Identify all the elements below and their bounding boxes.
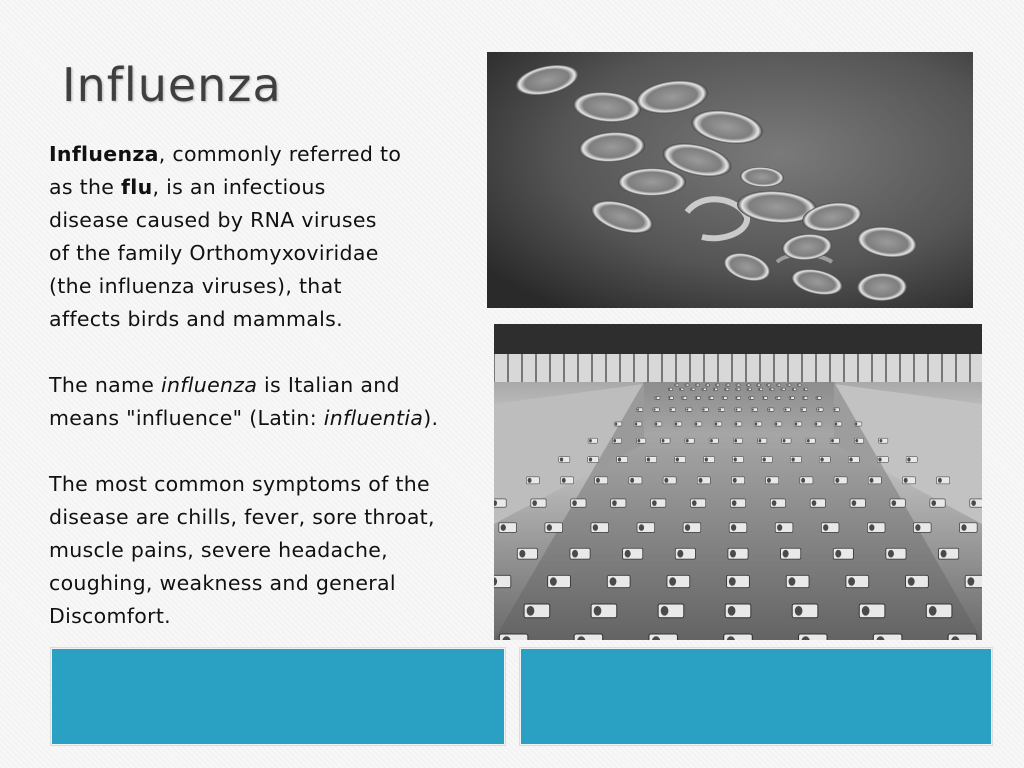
bold-term: Influenza [49,142,159,166]
paragraph-gap [49,435,469,468]
text-span: disease caused by RNA viruses [49,208,377,232]
virus-micrograph-image [487,52,973,308]
hospital-ward-photo-image [494,324,982,640]
text-span: The name [49,373,161,397]
text-span: muscle pains, severe headache, [49,538,388,562]
text-line [49,204,469,237]
paragraph-gap [49,336,469,369]
blue-panel-left [51,648,505,745]
text-line [49,468,469,501]
text-span: , commonly referred to [158,142,402,166]
text-line [49,270,469,303]
virus-particle [618,168,686,196]
text-span: affects birds and mammals. [49,307,343,331]
text-line [49,501,469,534]
slide-title: Influenza [62,58,282,112]
text-line [49,600,469,633]
text-span: , is an infectious [152,175,326,199]
body-text [49,138,469,633]
text-line [49,171,469,204]
text-span: means "influence" (Latin: [49,406,324,430]
text-line [49,138,469,171]
text-line [49,567,469,600]
text-span: is Italian and [257,373,400,397]
text-line [49,402,469,435]
text-span: Discomfort. [49,604,171,628]
text-span: coughing, weakness and general [49,571,396,595]
text-span: ). [423,406,439,430]
blue-panel-right [520,648,992,745]
text-line [49,237,469,270]
text-line [49,369,469,402]
italic-term: influentia [323,406,424,430]
text-span: as the [49,175,122,199]
bold-term: flu [121,175,153,199]
text-line [49,303,469,336]
text-span: disease are chills, fever, sore throat, [49,505,435,529]
text-span: (the influenza viruses), that [49,274,342,298]
text-span: The most common symptoms of the [49,472,430,496]
text-span: of the family Orthomyxoviridae [49,241,379,265]
italic-term: influenza [161,373,258,397]
text-line [49,534,469,567]
